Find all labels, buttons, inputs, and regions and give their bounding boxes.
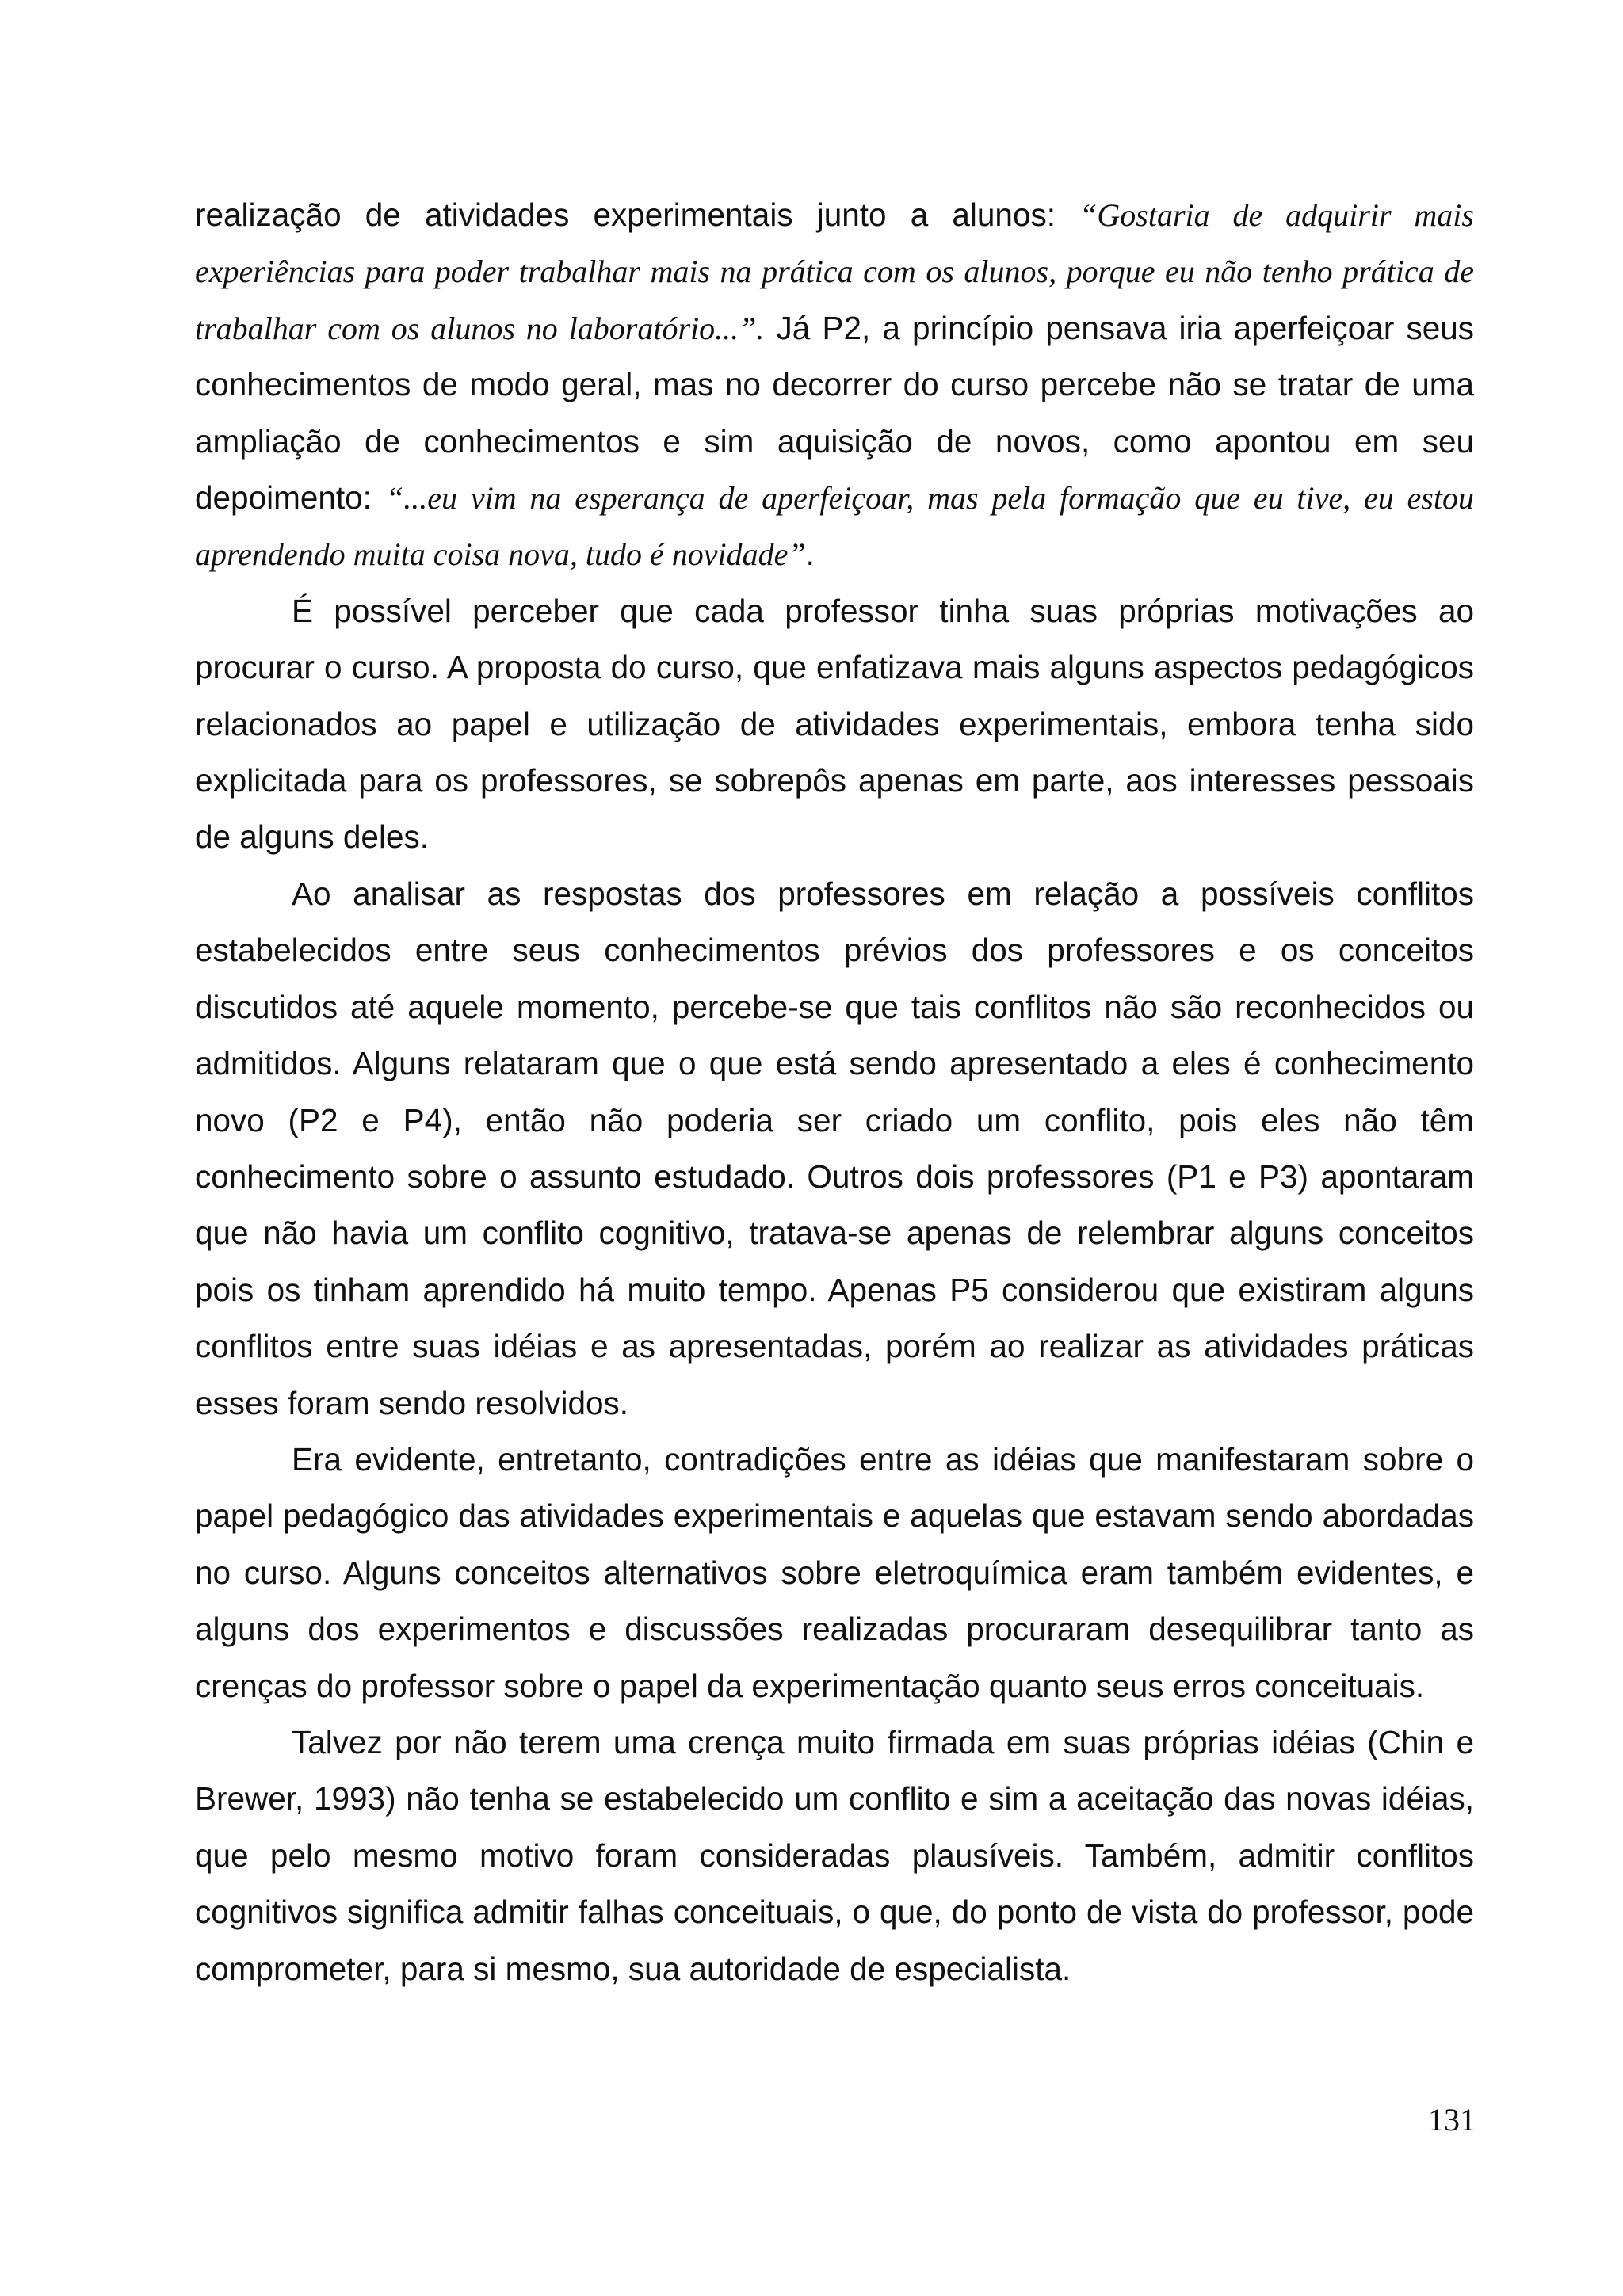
paragraph: [195, 866, 1474, 1432]
page-number: 131: [1428, 2102, 1476, 2138]
paragraph-text: .: [805, 536, 815, 573]
paragraph-text: Já P2, a princípio pensava iria aperfeiçoar seus conhecimentos de modo geral, mas no decorrer do curso percebe não se tratar de uma ampliação de conhecimentos e sim aquisição de novos, como apontou em seu depoimento:: [195, 309, 1474, 517]
paragraph-text: É possível perceber que cada professor tinha suas próprias motivações ao procurar o curso. A proposta do curso, que enfatizava mais alguns aspectos pedagógicos relacionados ao papel e utilização de atividades experimentais, embora tenha sido explicitada para os professores, se sobrepôs apenas em parte, aos interesses pessoais de alguns deles.: [195, 592, 1474, 856]
paragraph-text: Talvez por não terem uma crença muito firmada em suas próprias idéias (Chin e Brewer, 1993) não tenha se estabelecido um conflito e sim a aceitação das novas idéias, que pelo mesmo motivo foram consideradas plausíveis. Também, admitir conflitos cognitivos significa admitir falhas conceituais, o que, do ponto de vista do professor, pode comprometer, para si mesmo, sua autoridade de especialista.: [195, 1723, 1474, 1987]
interview-quote: “Gostaria de adquirir mais experiências para poder trabalhar mais na prática com os alunos, porque eu não tenho prática de trabalhar com os alunos no laboratório...”.: [195, 197, 1474, 346]
paragraph: [195, 187, 1474, 583]
paragraph: [195, 1714, 1474, 1997]
paragraph-text: realização de atividades experimentais junto a alunos:: [195, 196, 1080, 233]
paragraph: [195, 1432, 1474, 1714]
paragraph-text: Ao analisar as respostas dos professores em relação a possíveis conflitos estabelecidos entre seus conhecimentos prévios dos professores e os conceitos discutidos até aquele momento, percebe-se que tais conflitos não são reconhecidos ou admitidos. Alguns relataram que o que está sendo apresentado a eles é conhecimento novo (P2 e P4), então não poderia ser criado um conflito, pois eles não têm conhecimento sobre o assunto estudado. Outros dois professores (P1 e P3) apontaram que não havia um conflito cognitivo, tratava-se apenas de relembrar alguns conceitos pois os tinham aprendido há muito tempo. Apenas P5 considerou que existiram alguns conflitos entre suas idéias e as apresentadas, porém ao realizar as atividades práticas esses foram sendo resolvidos.: [195, 875, 1474, 1421]
body-text: [195, 187, 1474, 1997]
paragraph: [195, 583, 1474, 866]
paragraph-text: Era evidente, entretanto, contradições entre as idéias que manifestaram sobre o papel pedagógico das atividades experimentais e aquelas que estavam sendo abordadas no curso. Alguns conceitos alternativos sobre eletroquímica eram também evidentes, e alguns dos experimentos e discussões realizadas procuraram desequilibrar tanto as crenças do professor sobre o papel da experimentação quanto seus erros conceituais.: [195, 1440, 1474, 1704]
interview-quote: “...eu vim na esperança de aperfeiçoar, mas pela formação que eu tive, eu estou aprendendo muita coisa nova, tudo é novidade”: [195, 480, 1474, 573]
